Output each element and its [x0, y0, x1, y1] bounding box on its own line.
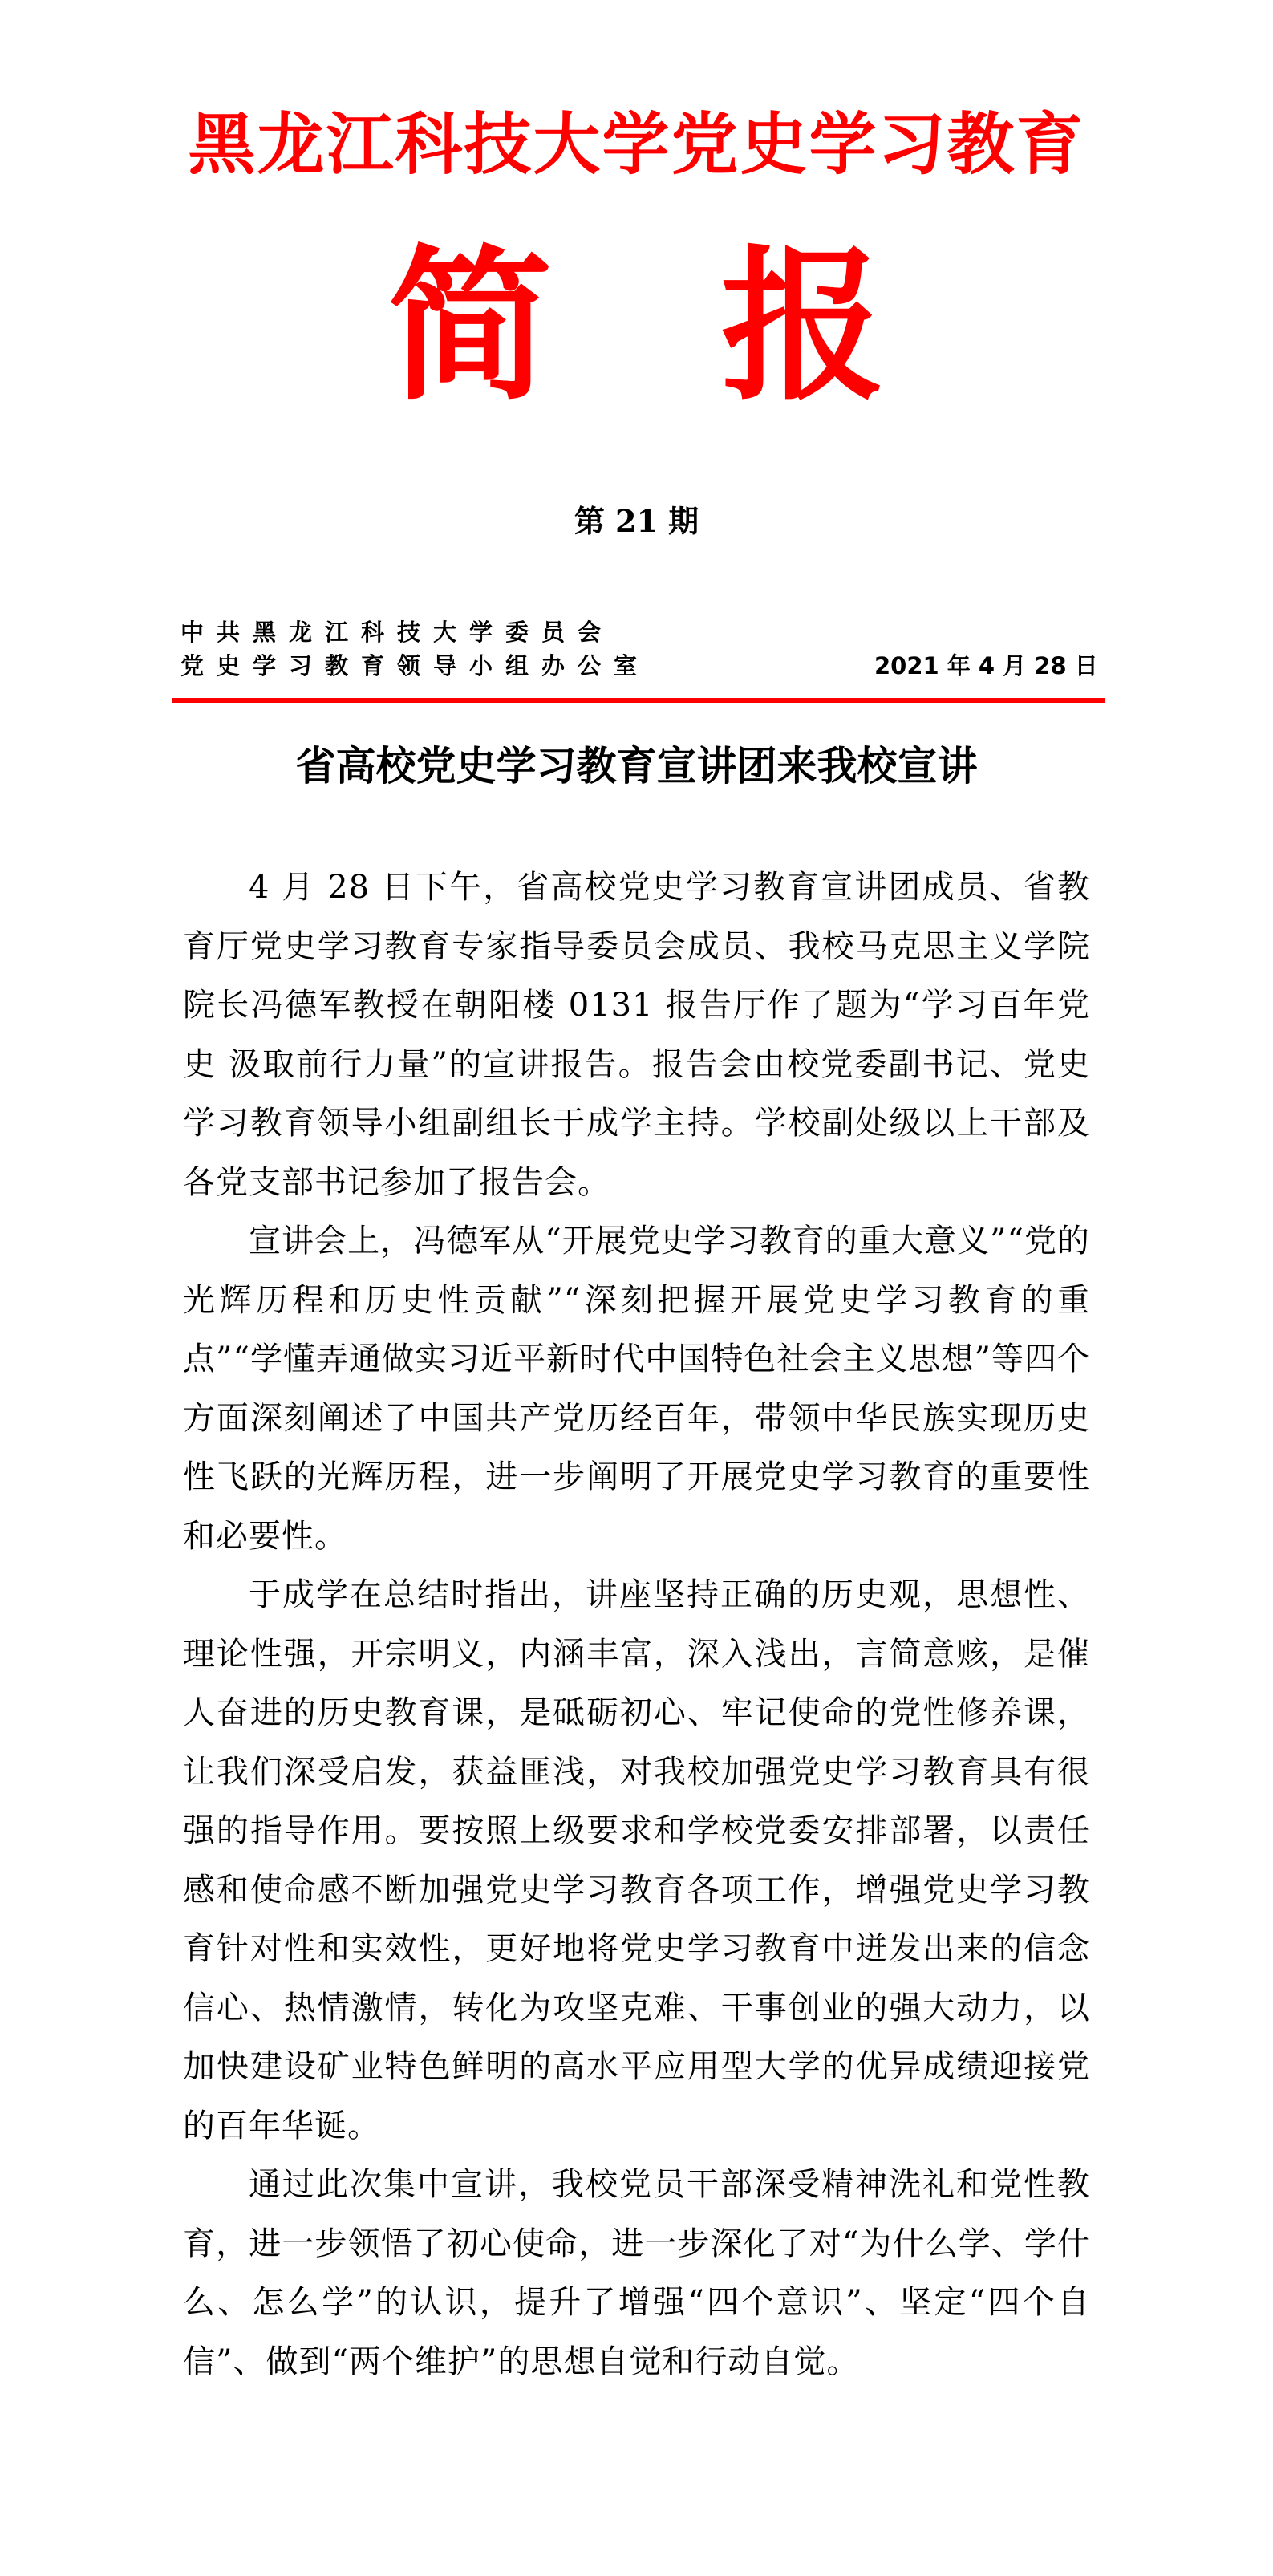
issue-number: 第 21 期 [574, 503, 699, 539]
issue-date: 2021 年 4 月 28 日 [874, 652, 1098, 679]
article-paragraph: 于成学在总结时指出，讲座坚持正确的历史观，思想性、理论性强，开宗明义，内涵丰富，深入浅出，言简意赅，是催人奋进的历史教育课，是砥砺初心、牢记使命的党性修养课，让我们深受启发，获益匪浅，对我校加强党史学习教育具有很强的指导作用。要按照上级要求和学校党委安排部署，以责任感和使命感不断加强党史学习教育各项工作，增强党史学习教育针对性和实效性，更好地将党史学习教育中迸发出来的信念信心、热情激情，转化为攻坚克难、干事创业的强大动力，以加快建设矿业特色鲜明的高水平应用型大学的优异成绩迎接党的百年华诞。 [183, 1576, 1090, 2144]
red-divider-rule [172, 698, 1105, 703]
article-title: 省高校党史学习教育宣讲团来我校宣讲 [295, 743, 978, 789]
issuer-office: 党史学习教育领导小组办公室 [180, 652, 651, 679]
article-paragraph: 4 月 28 日下午，省高校党史学习教育宣讲团成员、省教育厅党史学习教育专家指导委员会成员、我校马克思主义学院院长冯德军教授在朝阳楼 0131 报告厅作了题为“学习百年党史 汲取前行力量”的宣讲报告。报告会由校党委副书记、党史学习教育领导小组副组长于成学主持。学校副处级以上干部及各党支部书记参加了报告会。 [183, 869, 1090, 1201]
article-paragraph: 宣讲会上，冯德军从“开展党史学习教育的重大意义”“党的光辉历程和历史性贡献”“深刻把握开展党史学习教育的重点”“学懂弄通做实习近平新时代中国特色社会主义思想”等四个方面深刻阐述了中国共产党历经百年，带领中华民族实现历史性飞跃的光辉历程，进一步阐明了开展党史学习教育的重要性和必要性。 [183, 1223, 1090, 1555]
issuer-committee: 中共黑龙江科技大学委员会 [180, 619, 614, 646]
masthead-title: 黑龙江科技大学党史学习教育 [188, 104, 1085, 184]
article-paragraph: 通过此次集中宣讲，我校党员干部深受精神洗礼和党性教育，进一步领悟了初心使命，进一步深化了对“为什么学、学什么、怎么学”的认识，提升了增强“四个意识”、坚定“四个自信”、做到“两个维护”的思想自觉和行动自觉。 [183, 2166, 1090, 2380]
masthead-main-title: 简报 [387, 232, 1054, 423]
article-body [183, 858, 1090, 2391]
